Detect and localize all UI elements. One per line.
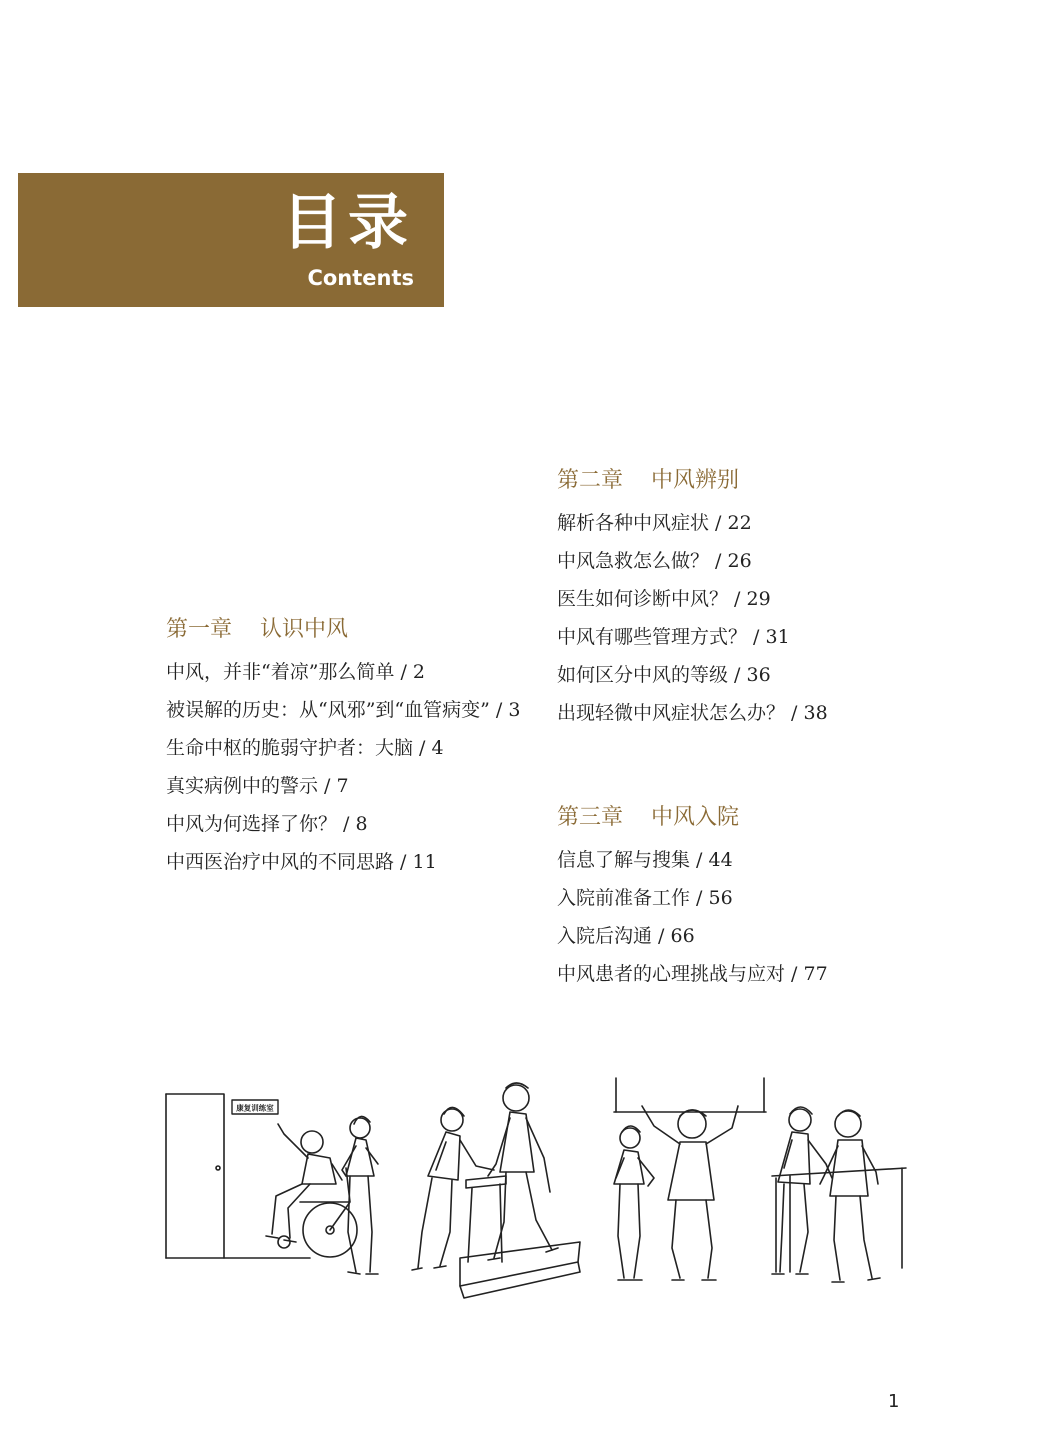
toc-entry-page: / 36	[728, 664, 771, 686]
toc-entry-page: / 66	[652, 925, 695, 947]
toc-entry-text: 信息了解与搜集	[557, 849, 691, 871]
toc-entry[interactable]	[166, 691, 526, 729]
toc-entry-text: 中风，并非“着凉”那么简单	[166, 661, 395, 683]
toc-entry[interactable]	[166, 729, 526, 767]
toc-entry-text: 被误解的历史：从“风邪”到“血管病变”	[166, 699, 490, 721]
toc-entry[interactable]	[557, 580, 937, 618]
toc-entry[interactable]	[557, 618, 937, 656]
toc-entry-text: 入院后沟通	[557, 925, 653, 947]
toc-entry[interactable]	[166, 805, 526, 843]
overhead-bar-patient	[642, 1106, 738, 1280]
page-title: 目录	[282, 188, 414, 258]
toc-entry[interactable]	[557, 955, 937, 993]
chapter-2-list	[557, 504, 937, 732]
title-banner	[18, 173, 444, 307]
toc-entry[interactable]	[166, 767, 526, 805]
toc-entry[interactable]	[557, 694, 937, 732]
toc-entry-text: 真实病例中的警示	[166, 775, 319, 797]
overhead-bar-helper	[614, 1126, 654, 1280]
toc-entry-page: / 2	[394, 661, 425, 683]
toc-entry-page: / 26	[709, 550, 752, 572]
chapter-number: 第二章	[557, 468, 624, 493]
chapter-title: 中风入院	[651, 805, 740, 830]
toc-entry-page: / 56	[690, 887, 733, 909]
toc-entry-text: 中风患者的心理挑战与应对	[557, 963, 786, 985]
toc-entry-page: / 44	[690, 849, 733, 871]
toc-entry-text: 入院前准备工作	[557, 887, 691, 909]
toc-entry[interactable]	[557, 841, 937, 879]
toc-entry-page: / 22	[709, 512, 752, 534]
helper-at-treadmill	[412, 1107, 494, 1270]
chapter-title: 中风辨别	[651, 468, 740, 493]
toc-entry-page: / 8	[337, 813, 368, 835]
rehab-room-sign-text: 康复训练室	[236, 1103, 274, 1113]
toc-entry-text: 中西医治疗中风的不同思路	[166, 851, 395, 873]
treadmill-patient	[488, 1083, 558, 1260]
chapter-2-section	[557, 466, 937, 732]
treadmill	[460, 1176, 580, 1298]
chapter-number: 第一章	[166, 617, 233, 642]
page-subtitle: Contents	[307, 266, 414, 290]
toc-entry-page: / 4	[413, 737, 444, 759]
toc-entry-text: 如何区分中风的等级	[557, 664, 729, 686]
toc-entry[interactable]	[557, 504, 937, 542]
toc-entry-text: 中风有哪些管理方式？	[557, 626, 748, 648]
toc-entry-page: / 77	[785, 963, 828, 985]
chapter-3-list	[557, 841, 937, 993]
toc-entry[interactable]	[557, 656, 937, 694]
rehab-room-door	[166, 1094, 310, 1258]
toc-entry[interactable]	[166, 653, 526, 691]
toc-entry[interactable]	[557, 542, 937, 580]
toc-entry-page: / 7	[318, 775, 349, 797]
toc-entry-text: 中风急救怎么做？	[557, 550, 710, 572]
chapter-2-heading	[557, 466, 937, 496]
chapter-3-section	[557, 803, 937, 993]
chapter-1-heading	[166, 615, 526, 645]
toc-entry-text: 医生如何诊断中风？	[557, 588, 729, 610]
toc-entry[interactable]	[166, 843, 526, 881]
chapter-1-list	[166, 653, 526, 881]
chapter-number: 第三章	[557, 805, 624, 830]
toc-entry[interactable]	[557, 879, 937, 917]
wheelchair-patient	[266, 1124, 357, 1257]
page-number: 1	[888, 1391, 900, 1412]
toc-entry-page: / 3	[490, 699, 521, 721]
toc-entry-page: / 29	[728, 588, 771, 610]
toc-entry-text: 出现轻微中风症状怎么办？	[557, 702, 786, 724]
parallel-bars-patient	[820, 1110, 880, 1282]
toc-entry-text: 解析各种中风症状	[557, 512, 710, 534]
toc-entry-page: / 38	[785, 702, 828, 724]
toc-entry-text: 中风为何选择了你？	[166, 813, 338, 835]
overhead-bar	[614, 1078, 766, 1112]
chapter-3-heading	[557, 803, 937, 833]
toc-entry-page: / 11	[394, 851, 437, 873]
rehab-illustration	[160, 1072, 910, 1302]
rehab-room-sign	[232, 1100, 278, 1114]
toc-entry-text: 生命中枢的脆弱守护者：大脑	[166, 737, 414, 759]
parallel-bars-helper	[772, 1107, 832, 1274]
toc-entry[interactable]	[557, 917, 937, 955]
toc-entry-page: / 31	[747, 626, 790, 648]
chapter-title: 认识中风	[260, 617, 349, 642]
chapter-1-section	[166, 615, 526, 881]
